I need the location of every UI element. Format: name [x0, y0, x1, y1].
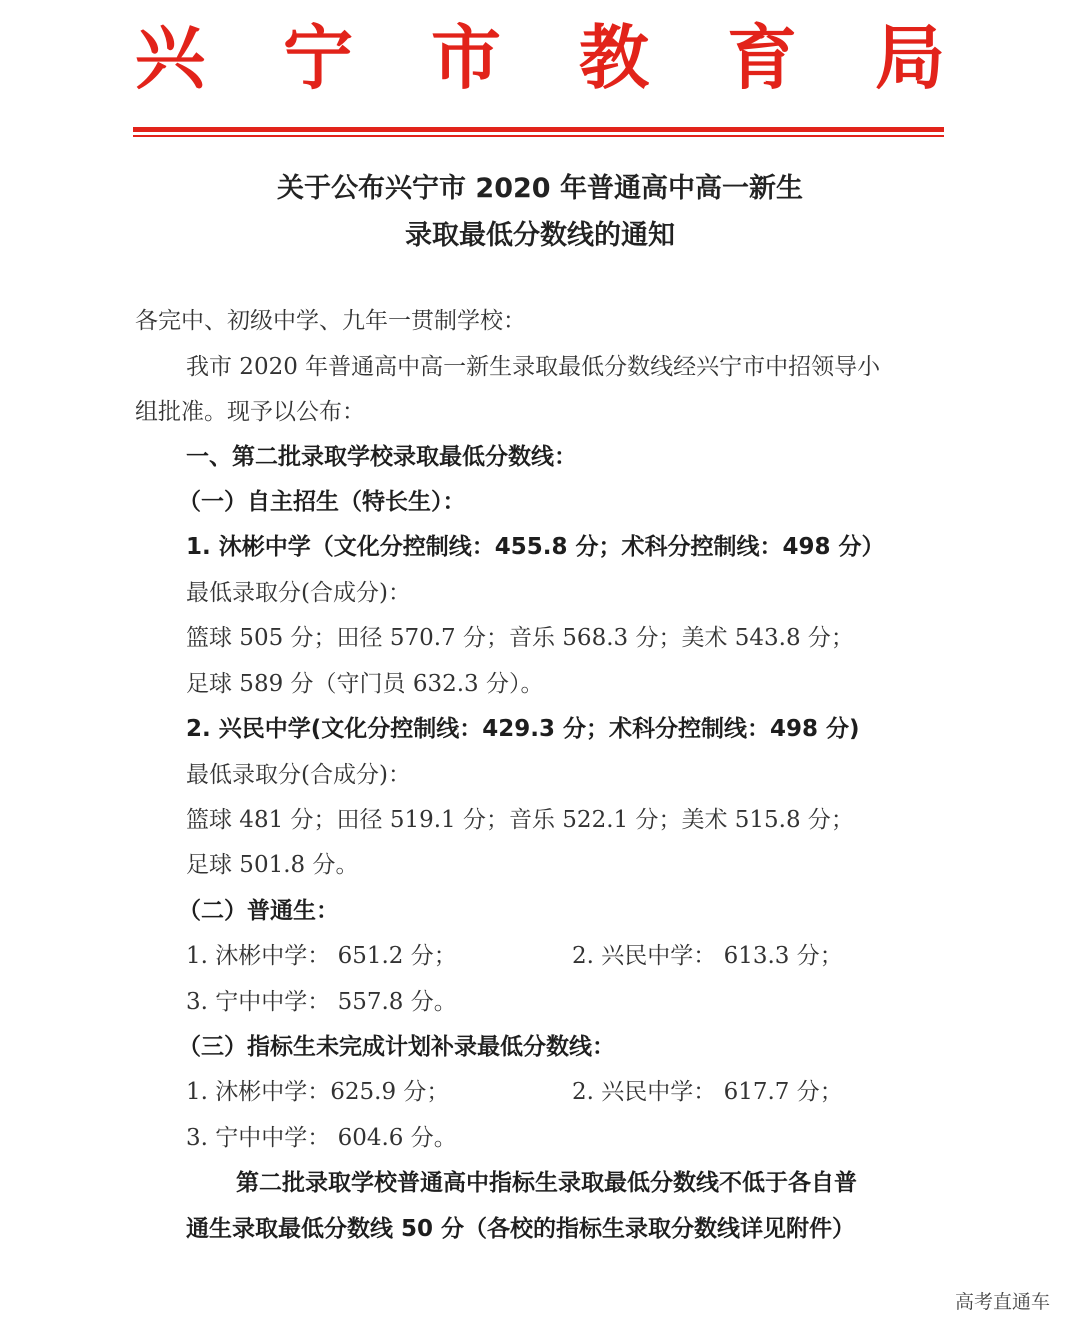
notice-title-line-2: 录取最低分数线的通知: [405, 220, 675, 251]
regular-score-2: 2. 兴民中学： 613.3 分；: [572, 943, 843, 969]
school-1-header: 1. 沐彬中学（文化分控制线：455.8 分；术科分控制线：498 分）: [186, 534, 885, 560]
school-2-header: 2. 兴民中学(文化分控制线：429.3 分；术科分控制线：498 分): [186, 716, 860, 742]
school-1-scores-line-2: 足球 589 分（守门员 632.3 分）。: [186, 671, 544, 697]
intro-line-1: 我市 2020 年普通高中高一新生录取最低分数线经兴宁市中招领导小: [186, 354, 881, 380]
school-2-scores-line-2: 足球 501.8 分。: [186, 852, 359, 878]
closing-line-2: 通生录取最低分数线 50 分（各校的指标生录取分数线详见附件）: [186, 1216, 856, 1242]
school-2-scores-line-1: 篮球 481 分；田径 519.1 分；音乐 522.1 分；美术 515.8 分；: [186, 807, 854, 833]
subsection-heading-1: （一）自主招生（特长生）：: [178, 489, 466, 515]
school-1-scores-line-1: 篮球 505 分；田径 570.7 分；音乐 568.3 分；美术 543.8 分；: [186, 625, 854, 651]
letterhead: [135, 18, 945, 98]
subsection-heading-3: （三）指标生未完成计划补录最低分数线：: [178, 1034, 615, 1060]
quota-score-1: 1. 沐彬中学：625.9 分；: [186, 1079, 450, 1105]
quota-score-2: 2. 兴民中学： 617.7 分；: [572, 1079, 843, 1105]
section-heading-1: 一、第二批录取学校录取最低分数线：: [186, 444, 577, 470]
letterhead-char: 育: [727, 17, 797, 99]
intro-line-2: 组批准。现予以公布：: [135, 399, 365, 425]
salutation: 各完中、初级中学、九年一贯制学校：: [135, 308, 526, 334]
regular-score-1: 1. 沐彬中学： 651.2 分；: [186, 943, 457, 969]
quota-score-3: 3. 宁中中学： 604.6 分。: [186, 1125, 457, 1151]
regular-score-3: 3. 宁中中学： 557.8 分。: [186, 989, 457, 1015]
letterhead-char: 兴: [135, 17, 205, 99]
school-2-min-label: 最低录取分(合成分)：: [186, 762, 411, 788]
closing-line-1: 第二批录取学校普通高中指标生录取最低分数线不低于各自普: [236, 1170, 857, 1196]
letterhead-char: 局: [875, 17, 945, 99]
watermark: 高考直通车: [954, 1291, 1050, 1313]
notice-title-line-1: 关于公布兴宁市 2020 年普通高中高一新生: [277, 173, 803, 204]
letterhead-char: 宁: [283, 17, 353, 99]
subsection-heading-2: （二）普通生：: [178, 898, 339, 924]
letterhead-rule-thin: [133, 135, 944, 137]
letterhead-char: 市: [431, 17, 501, 99]
school-1-min-label: 最低录取分(合成分)：: [186, 580, 411, 606]
letterhead-char: 教: [579, 17, 649, 99]
letterhead-rule-thick: [133, 127, 944, 132]
